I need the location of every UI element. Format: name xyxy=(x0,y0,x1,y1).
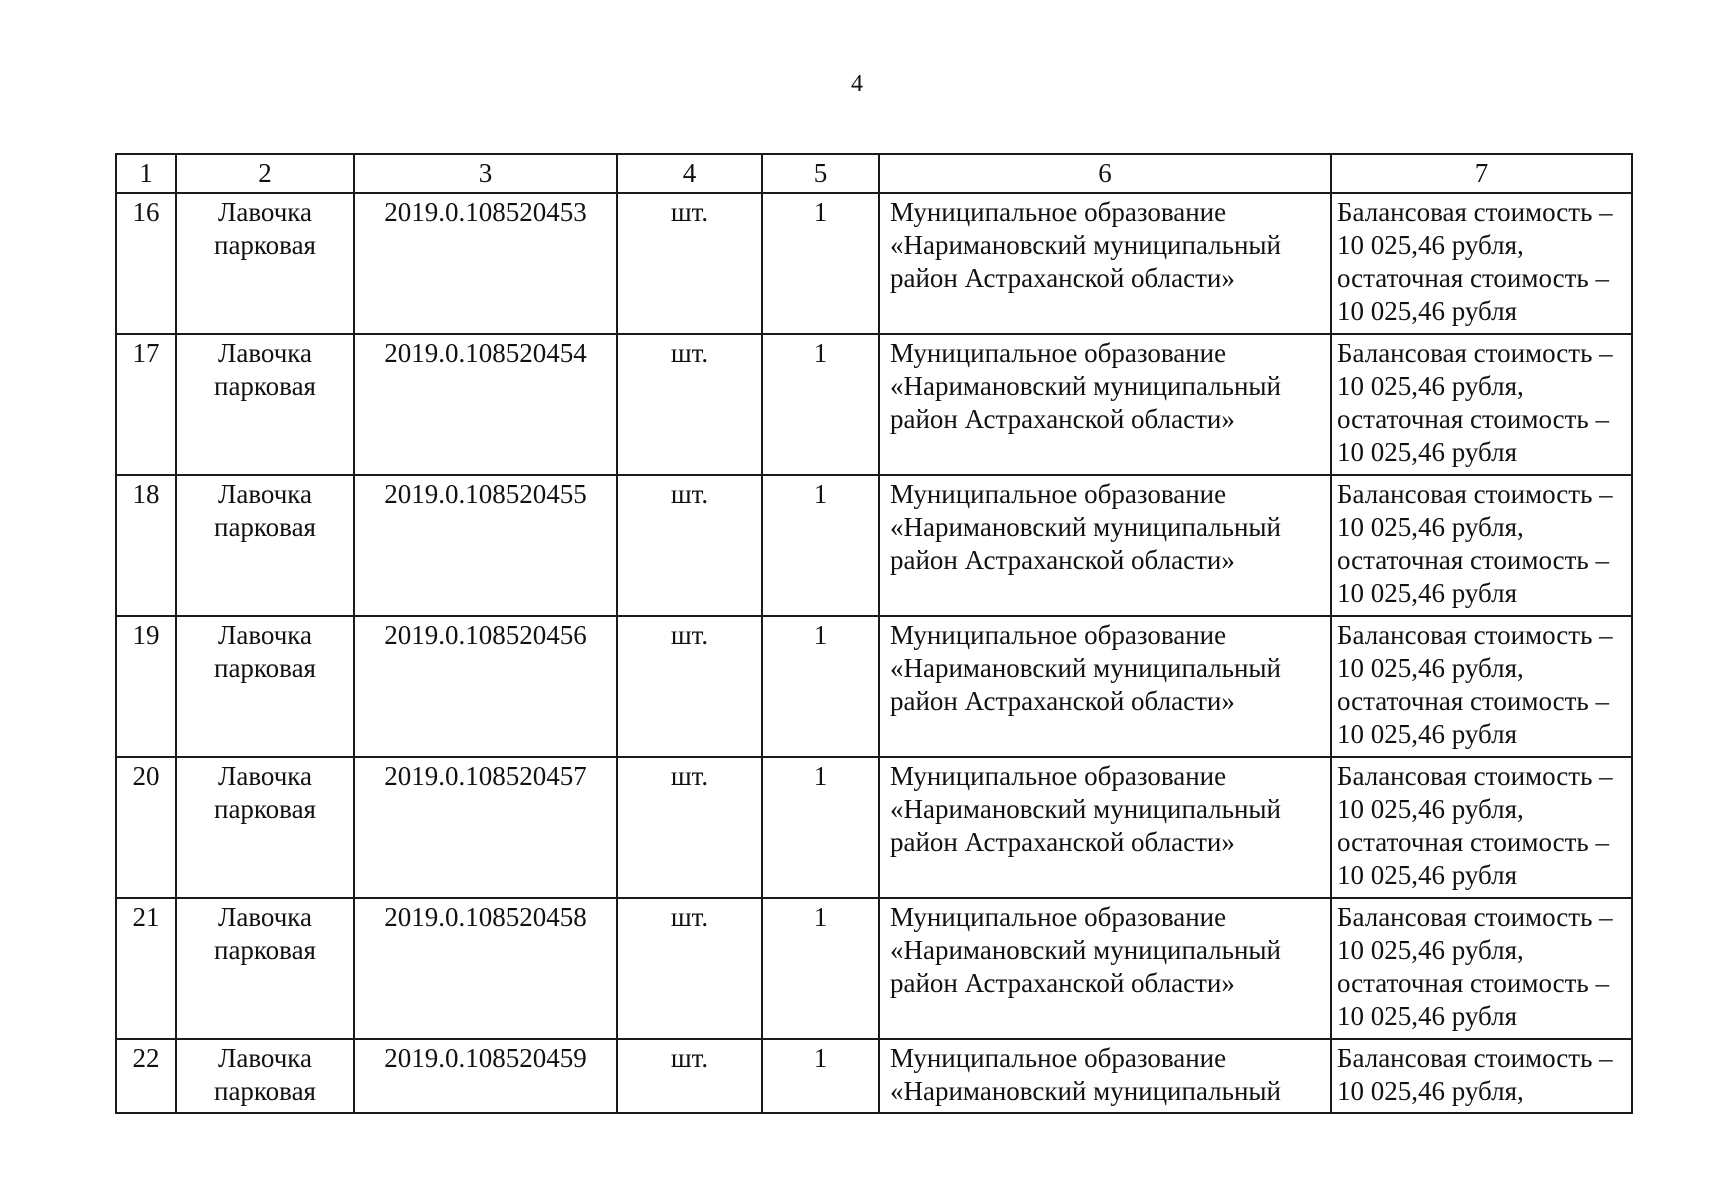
table-row xyxy=(116,616,1632,757)
cost-line: 10 025,46 рубля, xyxy=(1337,512,1524,542)
item-name-line: Лавочка xyxy=(218,761,312,791)
item-name-line: парковая xyxy=(214,794,316,824)
header-cell-7: 7 xyxy=(1331,154,1632,193)
item-name-cell xyxy=(176,193,354,334)
owner-cell xyxy=(879,1039,1331,1113)
quantity-cell: 1 xyxy=(762,616,879,757)
cost-line: 10 025,46 рубля, xyxy=(1337,230,1524,260)
cost-cell xyxy=(1331,475,1632,616)
unit-cell: шт. xyxy=(617,475,762,616)
item-name-cell xyxy=(176,757,354,898)
owner-line: Муниципальное образование xyxy=(890,338,1227,368)
cost-cell xyxy=(1331,334,1632,475)
cost-cell xyxy=(1331,898,1632,1039)
item-name-line: парковая xyxy=(214,371,316,401)
unit-cell: шт. xyxy=(617,1039,762,1113)
owner-line: Муниципальное образование xyxy=(890,197,1227,227)
owner-cell xyxy=(879,334,1331,475)
table-row xyxy=(116,1039,1632,1113)
owner-line: «Наримановский муниципальный xyxy=(890,653,1281,683)
cost-line: остаточная стоимость – xyxy=(1337,827,1609,857)
cost-line: Балансовая стоимость – xyxy=(1337,761,1613,791)
unit-cell: шт. xyxy=(617,757,762,898)
row-number-cell: 17 xyxy=(116,334,176,475)
owner-cell xyxy=(879,475,1331,616)
inventory-number-cell: 2019.0.108520453 xyxy=(354,193,617,334)
header-cell-2: 2 xyxy=(176,154,354,193)
item-name-line: парковая xyxy=(214,512,316,542)
owner-line: район Астраханской области» xyxy=(890,263,1235,293)
owner-line: Муниципальное образование xyxy=(890,620,1227,650)
row-number-cell: 16 xyxy=(116,193,176,334)
inventory-number-cell: 2019.0.108520454 xyxy=(354,334,617,475)
owner-line: район Астраханской области» xyxy=(890,545,1235,575)
item-name-line: парковая xyxy=(214,653,316,683)
row-number-cell: 19 xyxy=(116,616,176,757)
item-name-cell xyxy=(176,898,354,1039)
column-number-row xyxy=(116,154,1632,193)
table-row xyxy=(116,475,1632,616)
property-registry-table xyxy=(115,153,1633,1114)
table-row xyxy=(116,334,1632,475)
quantity-cell: 1 xyxy=(762,898,879,1039)
quantity-cell: 1 xyxy=(762,1039,879,1113)
cost-line: 10 025,46 рубля, xyxy=(1337,1076,1524,1106)
item-name-line: парковая xyxy=(214,1076,316,1106)
cost-line: остаточная стоимость – xyxy=(1337,968,1609,998)
cost-line: 10 025,46 рубля, xyxy=(1337,371,1524,401)
row-number-cell: 22 xyxy=(116,1039,176,1113)
header-cell-4: 4 xyxy=(617,154,762,193)
item-name-cell xyxy=(176,1039,354,1113)
item-name-line: Лавочка xyxy=(218,479,312,509)
inventory-number-cell: 2019.0.108520459 xyxy=(354,1039,617,1113)
cost-cell xyxy=(1331,616,1632,757)
row-number-cell: 21 xyxy=(116,898,176,1039)
quantity-cell: 1 xyxy=(762,475,879,616)
page-number: 4 xyxy=(851,71,863,97)
cost-cell xyxy=(1331,193,1632,334)
item-name-line: Лавочка xyxy=(218,902,312,932)
owner-line: «Наримановский муниципальный xyxy=(890,1076,1281,1106)
item-name-line: Лавочка xyxy=(218,1043,312,1073)
cost-line: 10 025,46 рубля, xyxy=(1337,653,1524,683)
item-name-cell xyxy=(176,334,354,475)
owner-line: район Астраханской области» xyxy=(890,968,1235,998)
cost-line: Балансовая стоимость – xyxy=(1337,479,1613,509)
item-name-line: парковая xyxy=(214,230,316,260)
owner-cell xyxy=(879,193,1331,334)
cost-line: 10 025,46 рубля xyxy=(1337,578,1517,608)
owner-cell xyxy=(879,898,1331,1039)
header-cell-6: 6 xyxy=(879,154,1331,193)
owner-line: район Астраханской области» xyxy=(890,686,1235,716)
cost-cell xyxy=(1331,757,1632,898)
cost-line: 10 025,46 рубля xyxy=(1337,860,1517,890)
table-row xyxy=(116,757,1632,898)
owner-line: «Наримановский муниципальный xyxy=(890,794,1281,824)
cost-line: Балансовая стоимость – xyxy=(1337,620,1613,650)
header-cell-1: 1 xyxy=(116,154,176,193)
item-name-line: Лавочка xyxy=(218,197,312,227)
owner-line: Муниципальное образование xyxy=(890,479,1227,509)
cost-line: 10 025,46 рубля xyxy=(1337,437,1517,467)
table-row xyxy=(116,898,1632,1039)
cost-line: остаточная стоимость – xyxy=(1337,686,1609,716)
row-number-cell: 20 xyxy=(116,757,176,898)
item-name-line: Лавочка xyxy=(218,620,312,650)
item-name-cell xyxy=(176,475,354,616)
inventory-number-cell: 2019.0.108520455 xyxy=(354,475,617,616)
cost-line: 10 025,46 рубля, xyxy=(1337,935,1524,965)
header-cell-3: 3 xyxy=(354,154,617,193)
cost-line: 10 025,46 рубля, xyxy=(1337,794,1524,824)
cost-line: остаточная стоимость – xyxy=(1337,545,1609,575)
cost-line: 10 025,46 рубля xyxy=(1337,1001,1517,1031)
owner-line: Муниципальное образование xyxy=(890,1043,1227,1073)
cost-line: 10 025,46 рубля xyxy=(1337,719,1517,749)
table-row xyxy=(116,193,1632,334)
cost-line: остаточная стоимость – xyxy=(1337,404,1609,434)
cost-line: Балансовая стоимость – xyxy=(1337,1043,1613,1073)
item-name-line: парковая xyxy=(214,935,316,965)
row-number-cell: 18 xyxy=(116,475,176,616)
cost-line: остаточная стоимость – xyxy=(1337,263,1609,293)
inventory-number-cell: 2019.0.108520457 xyxy=(354,757,617,898)
quantity-cell: 1 xyxy=(762,193,879,334)
unit-cell: шт. xyxy=(617,898,762,1039)
item-name-line: Лавочка xyxy=(218,338,312,368)
owner-line: Муниципальное образование xyxy=(890,902,1227,932)
owner-line: «Наримановский муниципальный xyxy=(890,230,1281,260)
cost-line: Балансовая стоимость – xyxy=(1337,197,1613,227)
inventory-number-cell: 2019.0.108520458 xyxy=(354,898,617,1039)
owner-line: район Астраханской области» xyxy=(890,827,1235,857)
header-cell-5: 5 xyxy=(762,154,879,193)
cost-line: Балансовая стоимость – xyxy=(1337,338,1613,368)
owner-cell xyxy=(879,757,1331,898)
owner-line: «Наримановский муниципальный xyxy=(890,935,1281,965)
cost-line: 10 025,46 рубля xyxy=(1337,296,1517,326)
unit-cell: шт. xyxy=(617,334,762,475)
unit-cell: шт. xyxy=(617,193,762,334)
table-body xyxy=(116,154,1632,1113)
cost-line: Балансовая стоимость – xyxy=(1337,902,1613,932)
item-name-cell xyxy=(176,616,354,757)
owner-line: «Наримановский муниципальный xyxy=(890,512,1281,542)
cost-cell xyxy=(1331,1039,1632,1113)
unit-cell: шт. xyxy=(617,616,762,757)
owner-cell xyxy=(879,616,1331,757)
owner-line: район Астраханской области» xyxy=(890,404,1235,434)
quantity-cell: 1 xyxy=(762,757,879,898)
owner-line: Муниципальное образование xyxy=(890,761,1227,791)
owner-line: «Наримановский муниципальный xyxy=(890,371,1281,401)
inventory-number-cell: 2019.0.108520456 xyxy=(354,616,617,757)
quantity-cell: 1 xyxy=(762,334,879,475)
